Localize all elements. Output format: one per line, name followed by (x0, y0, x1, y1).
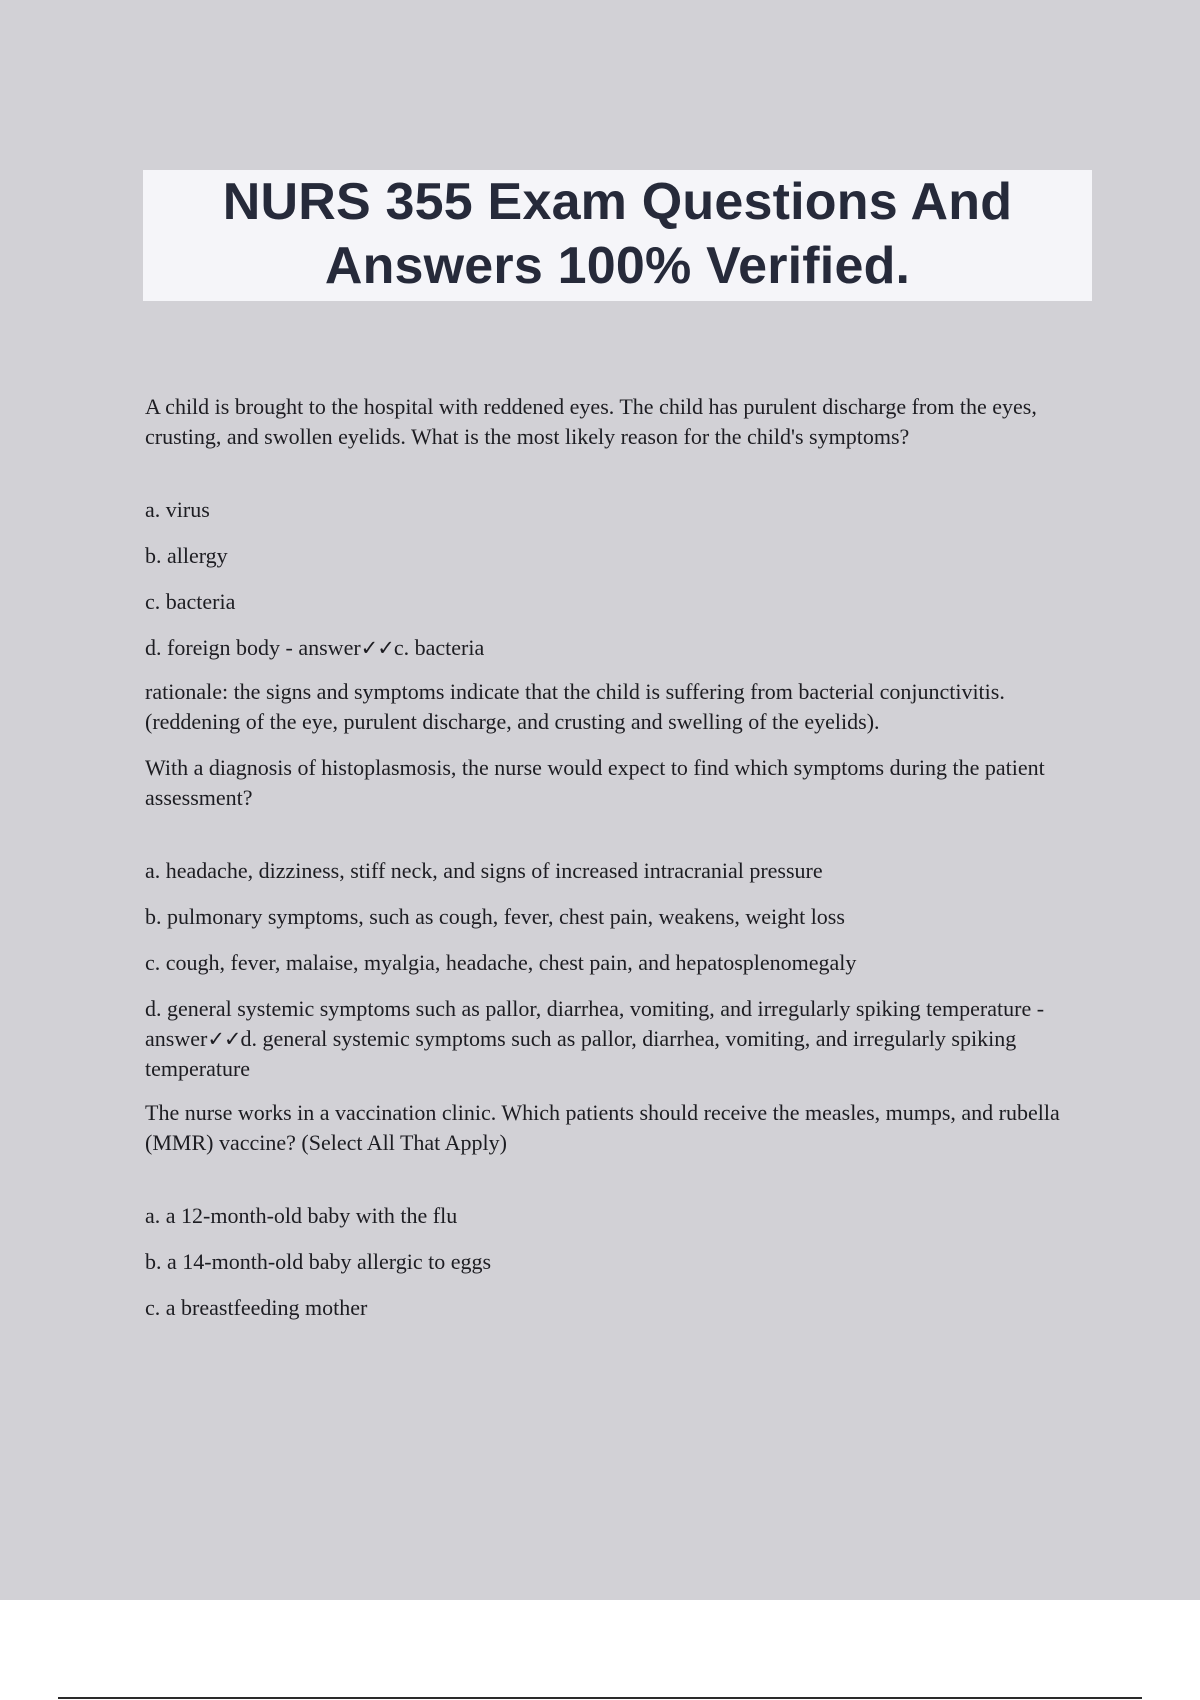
page-footer (0, 1600, 1200, 1700)
question-1-rationale: rationale: the signs and symptoms indicate that the child is suffering from bacterial conjunctivitis. (reddening of the eye, purulent discharge, and crusting and swelling of the eyelids). (145, 679, 1005, 734)
question-1-option-d (145, 633, 1085, 663)
question-1-text: A child is brought to the hospital with reddened eyes. The child has purulent discharge from the eyes, crusting, and swollen eyelids. What is the most likely reason for the child's symptoms? (145, 394, 1037, 449)
question-2-option-d (145, 994, 1085, 1084)
checkmark-icon: ✓✓ (207, 1027, 241, 1051)
footer-divider (58, 1697, 1142, 1699)
title-line-1: NURS 355 Exam Questions And (222, 173, 1013, 231)
question-2-answer: d. general systemic symptoms such as pallor, diarrhea, vomiting, and irregularly spiking temperature (145, 1026, 1017, 1081)
question-2-option-c: c. cough, fever, malaise, myalgia, headache, chest pain, and hepatosplenomegaly (145, 950, 857, 975)
question-2-option-a: a. headache, dizziness, stiff neck, and signs of increased intracranial pressure (145, 858, 823, 883)
checkmark-icon: ✓✓ (360, 636, 394, 660)
title-line-2: Answers 100% Verified. (324, 237, 911, 295)
question-3-option-a: a. a 12-month-old baby with the flu (145, 1203, 458, 1228)
question-2-text: With a diagnosis of histoplasmosis, the nurse would expect to find which symptoms during the patient assessment? (145, 755, 1045, 810)
question-2-option-b: b. pulmonary symptoms, such as cough, fever, chest pain, weakens, weight loss (145, 904, 845, 929)
question-1-option-b: b. allergy (145, 543, 228, 568)
question-1-option-c: c. bacteria (145, 589, 236, 614)
question-2-option-d-text: d. general systemic symptoms such as pallor, diarrhea, vomiting, and irregularly spiking temperature - answer (145, 996, 1045, 1051)
document-body (145, 392, 1085, 1339)
question-3-text: The nurse works in a vaccination clinic. Which patients should receive the measles, mumps, and rubella (MMR) vaccine? (Select All That Apply) (145, 1100, 1060, 1155)
question-1-answer: c. bacteria (393, 635, 485, 660)
question-3-option-c: c. a breastfeeding mother (145, 1295, 368, 1320)
document-title (143, 170, 1092, 298)
title-banner (143, 170, 1092, 301)
question-1-option-a: a. virus (145, 497, 210, 522)
question-1-option-d-text: d. foreign body - answer (145, 635, 361, 660)
question-3-option-b: b. a 14-month-old baby allergic to eggs (145, 1249, 492, 1274)
